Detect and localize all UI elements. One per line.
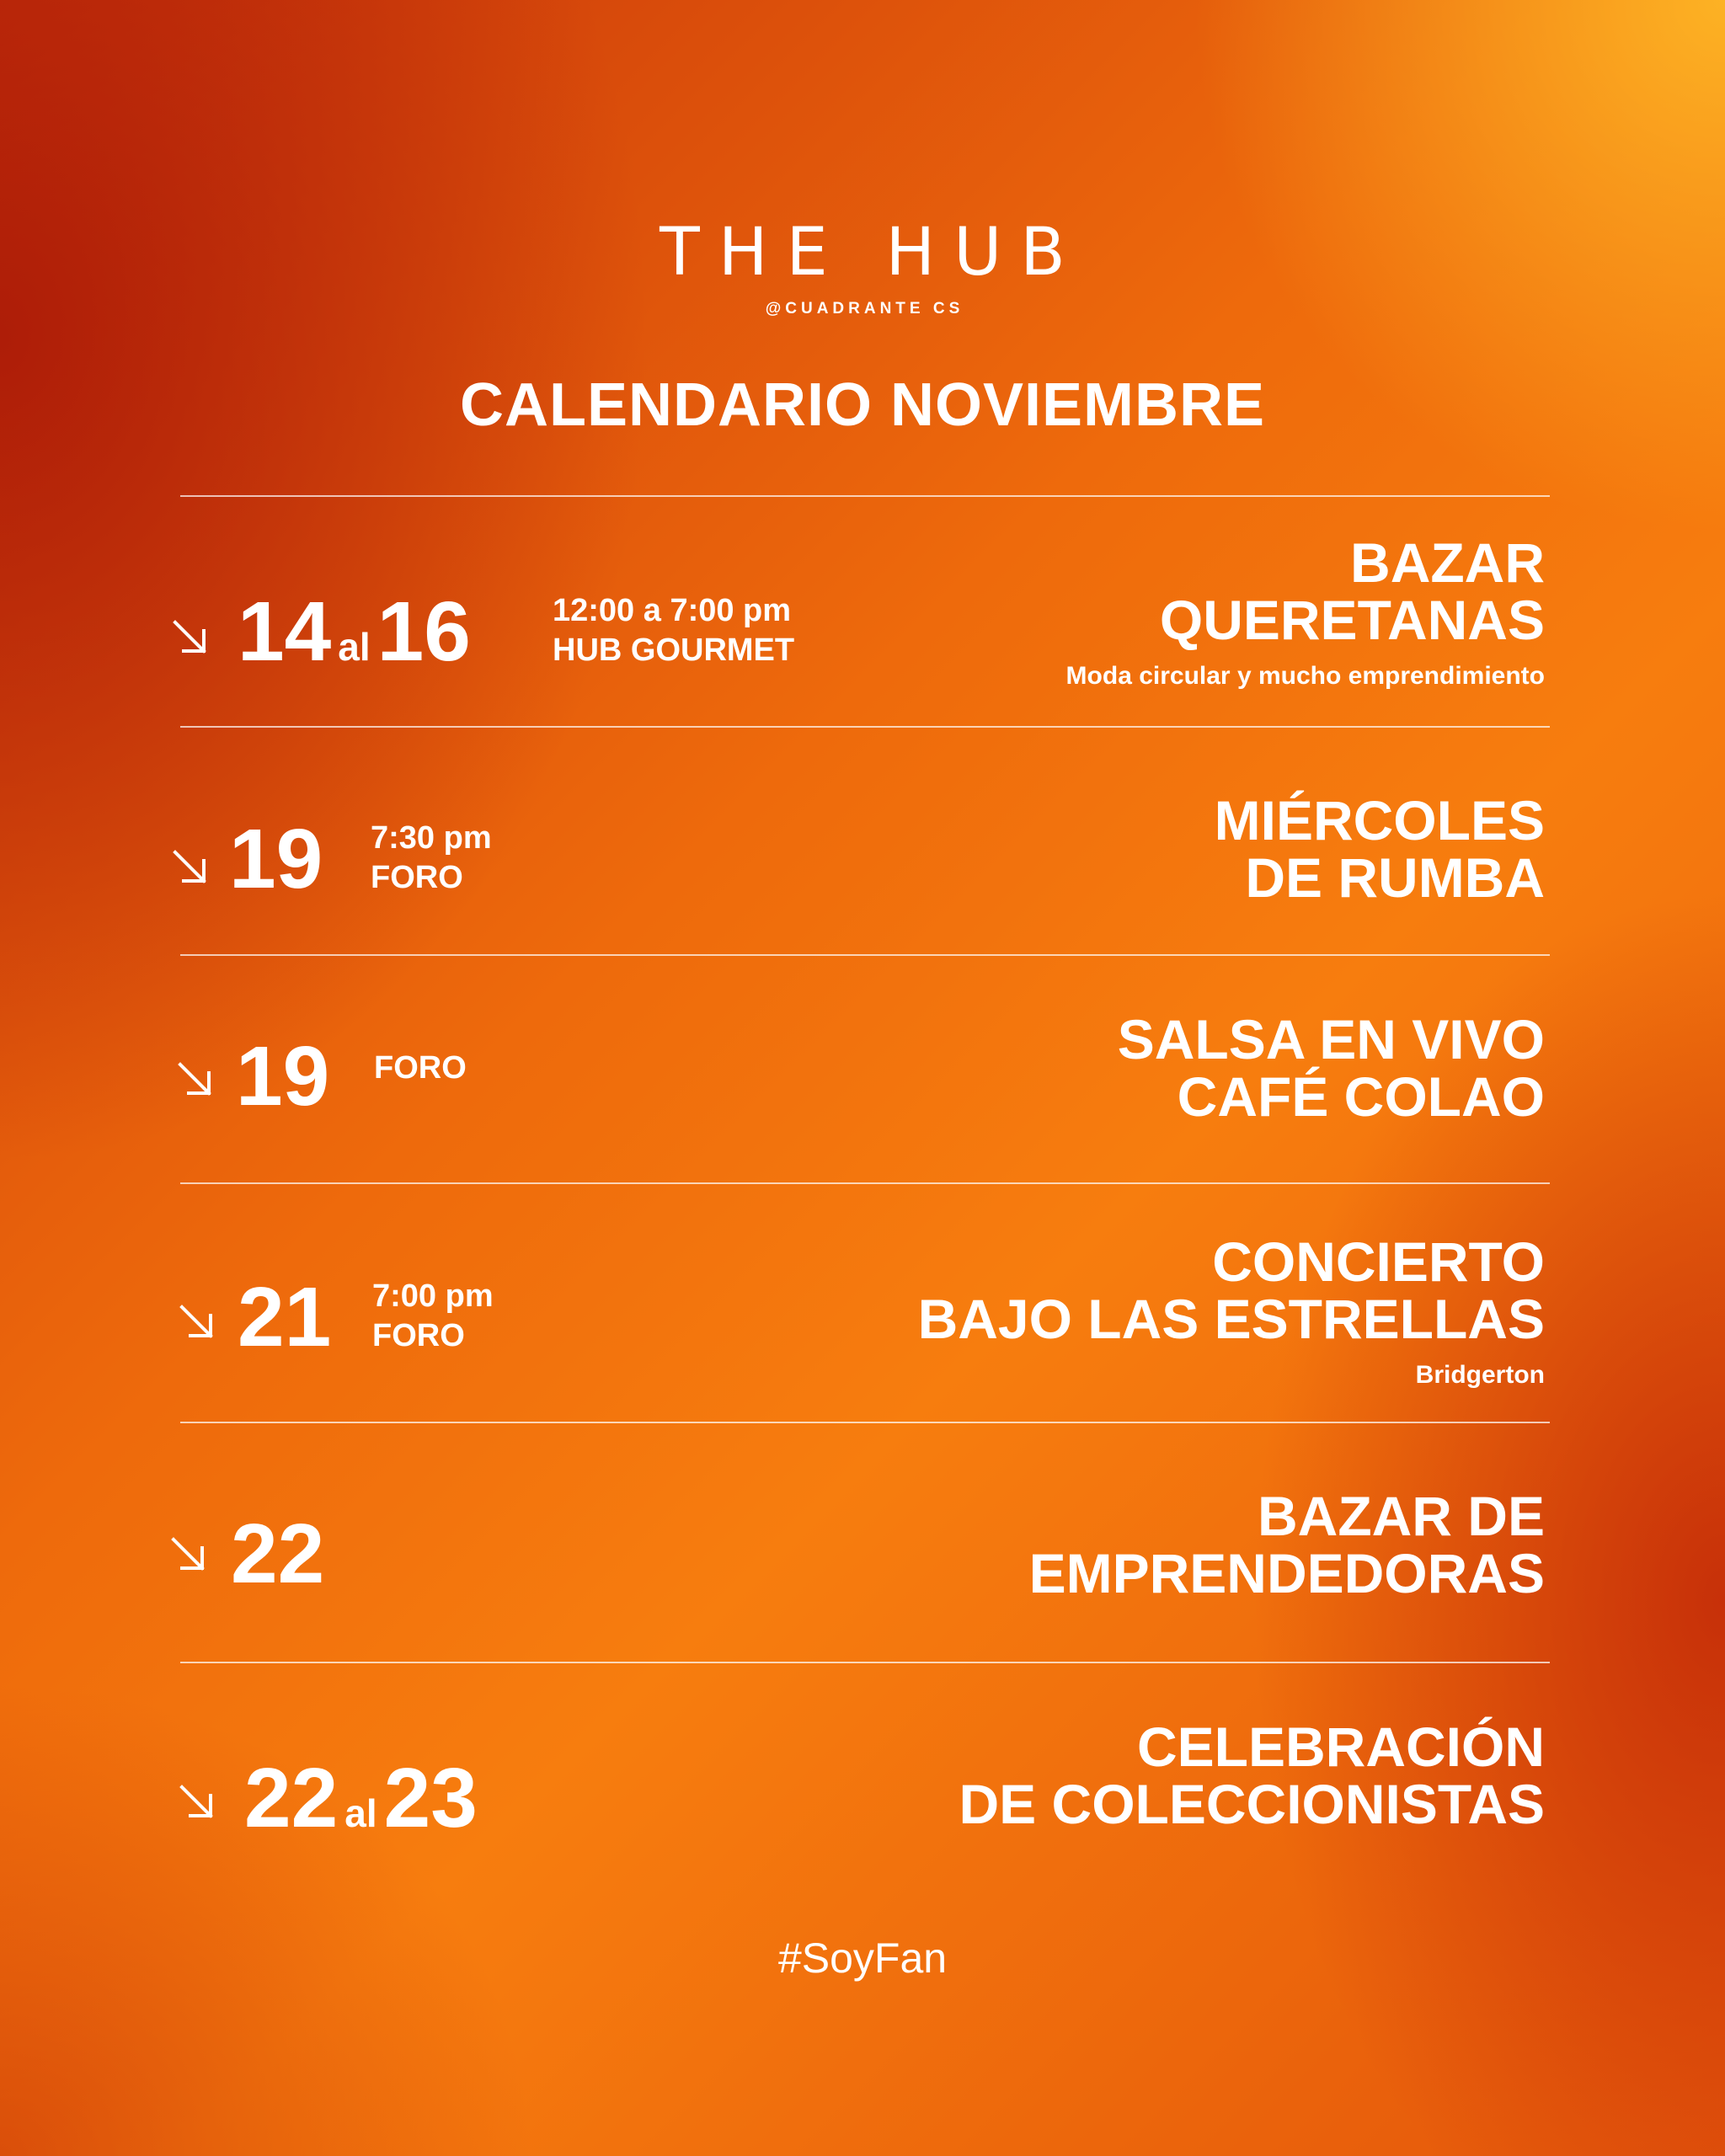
event-date	[244, 1751, 478, 1845]
event-title-line1: CELEBRACIÓN	[1136, 1716, 1545, 1778]
event-place: FORO	[372, 1318, 465, 1353]
arrow-down-right-icon	[170, 847, 211, 888]
event-time: 12:00 a 7:00 pm	[553, 593, 792, 628]
event-title	[1117, 1008, 1545, 1128]
event-title-line1: BAZAR DE	[1258, 1485, 1545, 1547]
date-start: 22	[244, 1751, 339, 1845]
event-title	[1029, 1487, 1545, 1602]
event-date	[238, 1270, 332, 1364]
date-connector: al	[344, 1791, 377, 1835]
date-start: 21	[238, 1270, 332, 1364]
divider	[180, 1182, 1550, 1184]
brand-logo: THE HUB	[660, 215, 1084, 291]
arrow-down-right-icon	[177, 1302, 217, 1342]
event-title-line2: BAJO LAS ESTRELLAS	[917, 1288, 1545, 1350]
event-title-line2: EMPRENDEDORAS	[1028, 1542, 1545, 1604]
arrow-down-right-icon	[170, 617, 211, 658]
event-title-line1: BAZAR	[1350, 531, 1545, 594]
event-place: FORO	[371, 860, 463, 895]
event-time: 7:00 pm	[372, 1278, 494, 1314]
event-title	[917, 1230, 1545, 1350]
event-date	[236, 1029, 330, 1123]
event-title-line2: QUERETANAS	[1159, 589, 1545, 651]
hashtag: #SoyFan	[777, 1935, 948, 1982]
event-description: Bridgerton	[1415, 1361, 1545, 1389]
event-info	[374, 1049, 467, 1088]
event-title	[1214, 789, 1545, 909]
event-title-line1: MIÉRCOLES	[1214, 789, 1545, 851]
event-info	[553, 591, 794, 670]
event-place: FORO	[374, 1050, 467, 1086]
brand-subtitle: @CUADRANTE CS	[765, 300, 964, 318]
arrow-down-right-icon	[175, 1059, 216, 1100]
event-title-line1: SALSA EN VIVO	[1117, 1008, 1545, 1070]
divider	[180, 495, 1550, 497]
date-start: 22	[231, 1507, 325, 1601]
divider	[180, 726, 1550, 728]
event-title-line1: CONCIERTO	[1212, 1230, 1545, 1293]
date-connector: al	[338, 625, 371, 669]
date-start: 19	[229, 812, 323, 906]
event-title-line2: CAFÉ COLAO	[1177, 1065, 1545, 1128]
event-date	[231, 1507, 325, 1601]
event-title-line2: DE RUMBA	[1245, 846, 1545, 909]
divider	[180, 1422, 1550, 1423]
event-place: HUB GOURMET	[553, 632, 795, 668]
arrow-down-right-icon	[177, 1782, 217, 1822]
event-title	[1159, 531, 1545, 651]
date-start: 14	[238, 584, 332, 679]
event-date	[238, 584, 471, 679]
date-end: 16	[377, 584, 471, 679]
event-time: 7:30 pm	[371, 820, 492, 856]
event-info	[371, 819, 492, 898]
calendar-title: CALENDARIO NOVIEMBRE	[459, 371, 1266, 439]
event-title	[959, 1718, 1545, 1833]
date-end: 23	[383, 1751, 478, 1845]
event-date	[229, 812, 323, 906]
divider	[180, 1662, 1550, 1663]
event-description: Moda circular y mucho emprendimiento	[1065, 662, 1545, 690]
arrow-down-right-icon	[168, 1534, 209, 1575]
date-start: 19	[236, 1029, 330, 1123]
event-info	[372, 1277, 494, 1356]
divider	[180, 954, 1550, 956]
event-title-line2: DE COLECCIONISTAS	[959, 1773, 1545, 1835]
